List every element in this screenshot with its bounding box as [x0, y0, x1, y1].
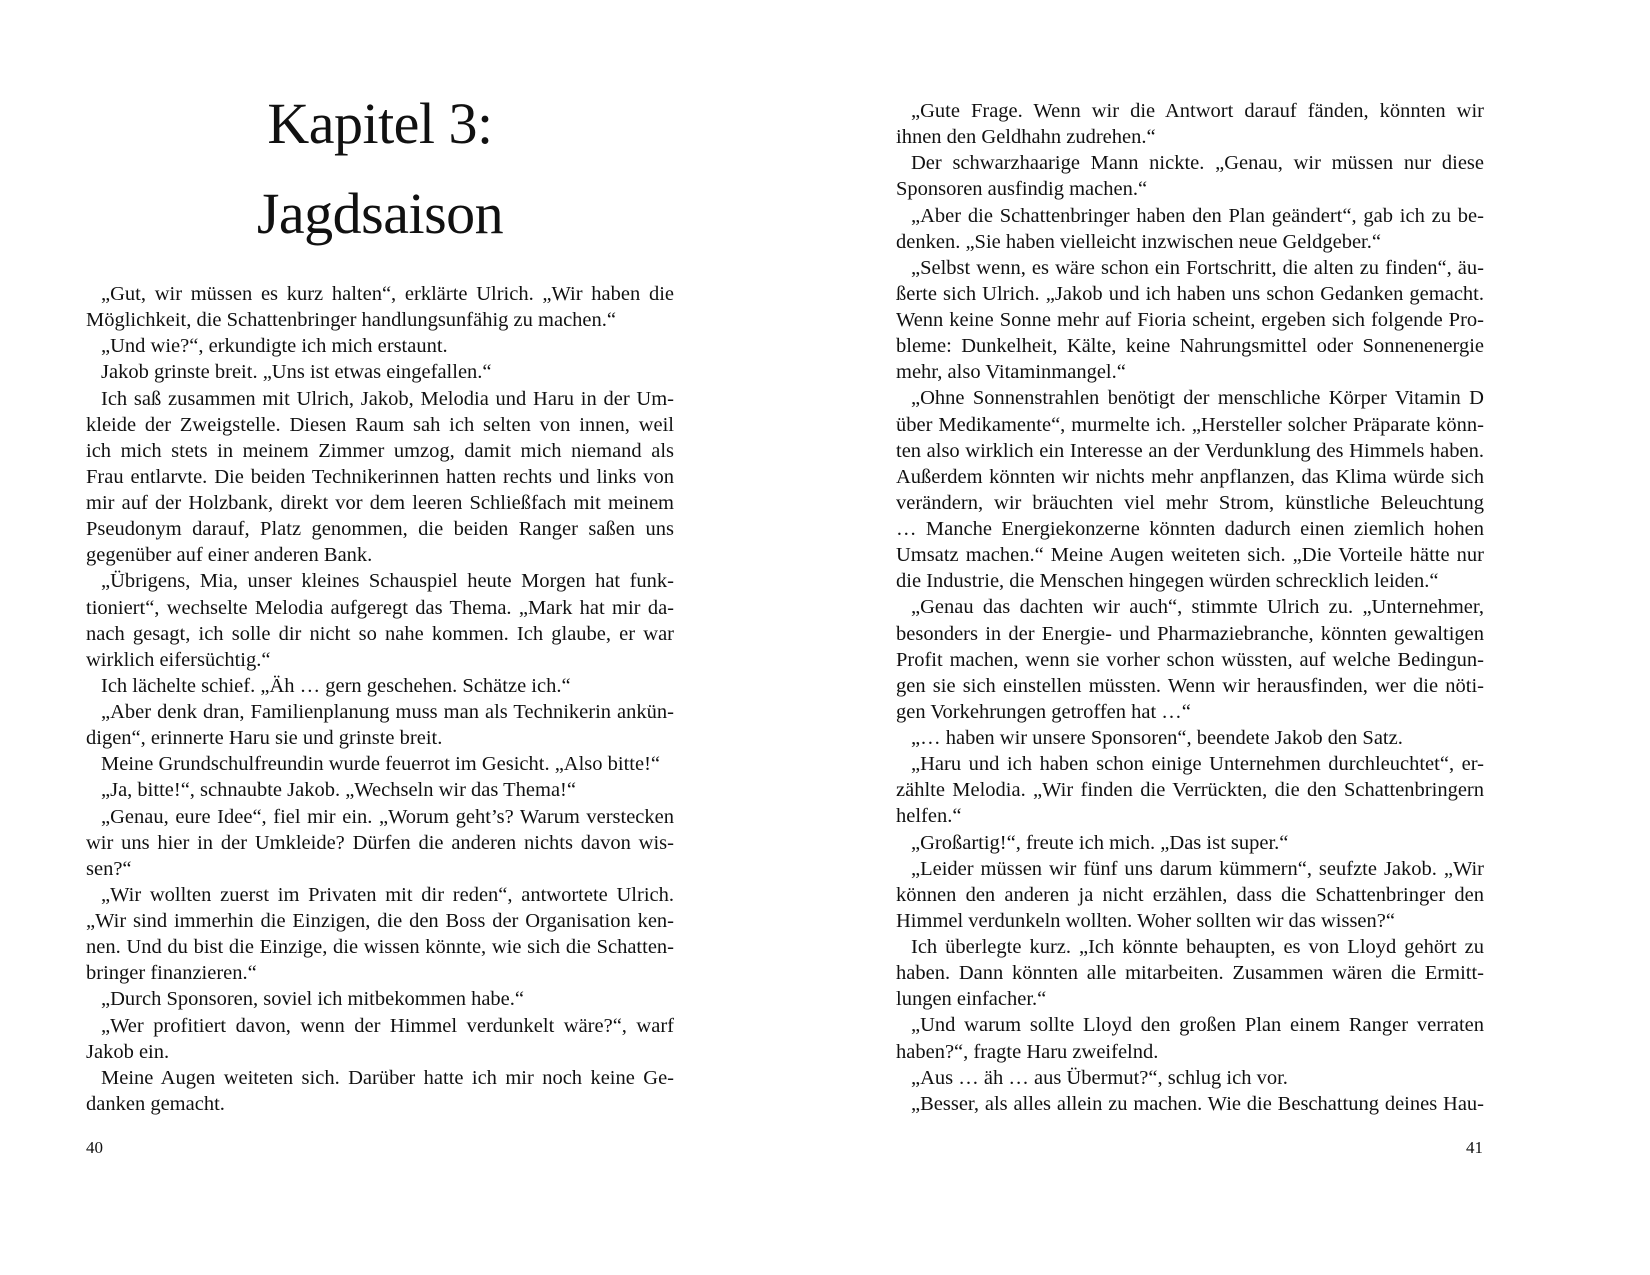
text-line: Ich saß zusammen mit Ulrich, Jakob, Melodia und Haru in der Um-: [101, 387, 674, 410]
text-line: „Übrigens, Mia, unser kleines Schauspiel heute Morgen hat funk-: [101, 570, 674, 593]
text-line: Meine Augen weiteten sich. Darüber hatte ich mir noch keine Ge-: [101, 1066, 674, 1089]
paragraph: [86, 333, 674, 359]
text-line: mir auf der Holzbank, direkt vor dem leeren Schließfach mit meinem: [86, 492, 674, 514]
paragraph: [86, 359, 674, 385]
text-line: sen?“: [86, 857, 132, 880]
text-line: „Selbst wenn, es wäre schon ein Fortschritt, die alten zu finden“, äu-: [911, 256, 1484, 279]
text-line: ten also wirklich ein Interesse an der Verdunklung des Himmels haben.: [896, 439, 1484, 462]
text-line: über Medikamente“, murmelte ich. „Hersteller solcher Präparate könn-: [896, 413, 1484, 436]
chapter-title-line-1: Kapitel 3:: [267, 91, 493, 156]
text-line: wir uns hier in der Umkleide? Dürfen die anderen nichts davon wis-: [86, 831, 674, 854]
text-line: Jakob ein.: [86, 1040, 170, 1063]
text-line: Pseudonym darauf, Platz genommen, die beiden Ranger saßen uns: [86, 518, 674, 541]
text-line: haben?“, fragte Haru zweifelnd.: [896, 1040, 1159, 1063]
paragraph: [86, 1065, 674, 1117]
text-line: können den anderen ja nicht erzählen, dass die Schattenbringer den: [896, 883, 1484, 906]
text-line: Jakob grinste breit. „Uns ist etwas eingefallen.“: [101, 361, 492, 384]
text-line: bleme: Dunkelheit, Kälte, keine Nahrungsmittel oder Sonnenenergie: [896, 335, 1484, 358]
text-line: denken. „Sie haben vielleicht inzwischen neue Geldgeber.“: [896, 230, 1381, 253]
text-line: Außerdem könnten wir nichts mehr anpflanzen, das Klima würde sich: [896, 465, 1484, 488]
page-body-text: [896, 98, 1484, 1117]
text-line: Himmel verdunkeln wollten. Woher sollten wir das wissen?“: [896, 909, 1395, 932]
text-line: „Gut, wir müssen es kurz halten“, erklärte Ulrich. „Wir haben die: [101, 283, 674, 305]
text-line: „Und wie?“, erkundigte ich mich erstaunt.: [101, 335, 448, 358]
text-line: ich mich stets in meinem Zimmer umzog, damit mich niemand als: [86, 439, 674, 462]
text-line: Ich überlegte kurz. „Ich könnte behaupten, es von Lloyd gehört zu: [911, 936, 1484, 958]
paragraph: [896, 150, 1484, 202]
text-line: „Genau, eure Idee“, fiel mir ein. „Worum geht’s? Warum verstecken: [101, 805, 674, 828]
text-line: … Manche Energiekonzerne könnten dadurch einen ziemlich hohen: [896, 518, 1484, 540]
text-line: die Industrie, die Menschen hingegen würden schrecklich leiden.“: [896, 570, 1439, 593]
page-body-text: [86, 281, 674, 1117]
text-line: „Wer profitiert davon, wenn der Himmel verdunkelt wäre?“, warf: [101, 1014, 674, 1037]
right-page: [825, 0, 1650, 1275]
text-line: „Genau das dachten wir auch“, stimmte Ulrich zu. „Unternehmer,: [911, 596, 1484, 619]
text-line: kleide der Zweigstelle. Diesen Raum sah ich selten von innen, weil: [86, 413, 674, 436]
text-line: Profit machen, wenn sie vorher schon wüssten, auf welche Bedingun-: [896, 648, 1484, 671]
text-line: wirklich eifersüchtig.“: [86, 648, 271, 671]
paragraph: [86, 751, 674, 777]
text-line: haben. Dann könnten alle mitarbeiten. Zusammen wären die Ermitt-: [896, 962, 1484, 985]
paragraph: [896, 255, 1484, 386]
paragraph: [896, 751, 1484, 829]
paragraph: [896, 830, 1484, 856]
text-line: Der schwarzhaarige Mann nickte. „Genau, wir müssen nur diese: [911, 152, 1484, 175]
text-line: „Gute Frage. Wenn wir die Antwort darauf fänden, könnten wir: [911, 100, 1484, 122]
page-number: 41: [1466, 1138, 1483, 1157]
text-line: „Wir sind immerhin die Einzigen, die den Boss der Organisation ken-: [86, 910, 674, 932]
text-line: Meine Grundschulfreundin wurde feuerrot im Gesicht. „Also bitte!“: [101, 753, 661, 776]
text-line: tioniert“, wechselte Melodia aufgeregt das Thema. „Mark hat mir da-: [86, 596, 674, 619]
paragraph: [896, 1065, 1484, 1091]
text-line: „Haru und ich haben schon einige Unternehmen durchleuchtet“, er-: [911, 753, 1484, 776]
text-line: „Leider müssen wir fünf uns darum kümmern“, seufzte Jakob. „Wir: [911, 857, 1484, 880]
paragraph: [86, 386, 674, 569]
paragraph: [86, 777, 674, 803]
text-line: „Aus … äh … aus Übermut?“, schlug ich vor.: [911, 1066, 1288, 1089]
text-line: Möglichkeit, die Schattenbringer handlungsunfähig zu machen.“: [86, 309, 616, 332]
page-number: 40: [86, 1138, 103, 1157]
text-line: Umsatz machen.“ Meine Augen weiteten sich. „Die Vorteile hätte nur: [896, 544, 1484, 567]
text-line: besonders in der Energie- und Pharmaziebranche, könnten gewaltigen: [896, 622, 1484, 645]
paragraph: [896, 1012, 1484, 1064]
text-line: Ich lächelte schief. „Äh … gern geschehen. Schätze ich.“: [101, 674, 571, 697]
text-line: gegenüber auf einer anderen Bank.: [86, 544, 373, 567]
paragraph: [86, 882, 674, 987]
text-line: nach gesagt, ich solle dir nicht so nahe kommen. Ich glaube, er war: [86, 622, 674, 645]
text-line: mehr, also Vitaminmangel.“: [896, 361, 1126, 384]
text-line: Frau entlarvte. Die beiden Technikerinnen hatten rechts und links von: [86, 465, 674, 488]
text-line: „Ohne Sonnenstrahlen benötigt der menschliche Körper Vitamin D: [911, 387, 1484, 410]
text-line: verändern, wir bräuchten viel mehr Strom, künstliche Beleuchtung: [896, 491, 1484, 514]
paragraph: [896, 934, 1484, 1012]
paragraph: [86, 986, 674, 1012]
paragraph: [86, 568, 674, 673]
paragraph: [896, 98, 1484, 150]
text-line: zählte Melodia. „Wir finden die Verrückten, die den Schattenbringern: [896, 779, 1484, 802]
text-line: Wenn keine Sonne mehr auf Fioria scheint, ergeben sich folgende Pro-: [896, 309, 1484, 331]
text-line: Sponsoren ausfindig machen.“: [896, 178, 1148, 201]
text-line: helfen.“: [896, 805, 962, 828]
text-line: „Durch Sponsoren, soviel ich mitbekommen habe.“: [101, 988, 524, 1011]
paragraph: [896, 385, 1484, 594]
paragraph: [86, 673, 674, 699]
paragraph: [896, 1091, 1484, 1117]
chapter-title-line-2: Jagdsaison: [256, 181, 504, 246]
text-line: digen“, erinnerte Haru sie und grinste breit.: [86, 727, 443, 750]
paragraph: [896, 594, 1484, 725]
text-line: „Und warum sollte Lloyd den großen Plan einem Ranger verraten: [911, 1014, 1484, 1037]
paragraph: [86, 1013, 674, 1065]
paragraph: [896, 203, 1484, 255]
text-line: lungen einfacher.“: [896, 988, 1047, 1011]
paragraph: [86, 281, 674, 333]
text-line: „Ja, bitte!“, schnaubte Jakob. „Wechseln wir das Thema!“: [101, 779, 576, 802]
text-line: nen. Und du bist die Einzige, die wissen könnte, wie sich die Schatten-: [86, 936, 674, 959]
text-line: „Besser, als alles allein zu machen. Wie die Beschattung deines Hau-: [911, 1092, 1484, 1115]
text-line: gen sie sich einstellen müssten. Wenn wir herausfinden, wer die nöti-: [896, 674, 1484, 697]
text-line: ßerte sich Ulrich. „Jakob und ich haben uns schon Gedanken gemacht.: [896, 282, 1484, 305]
paragraph: [896, 856, 1484, 934]
text-line: „Wir wollten zuerst im Privaten mit dir reden“, antwortete Ulrich.: [101, 883, 674, 906]
text-line: „Großartig!“, freute ich mich. „Das ist super.“: [911, 831, 1289, 854]
paragraph: [896, 725, 1484, 751]
text-line: ihnen den Geldhahn zudrehen.“: [896, 126, 1156, 149]
paragraph: [86, 804, 674, 882]
text-line: gen Vorkehrungen getroffen hat …“: [896, 700, 1191, 723]
text-line: bringer finanzieren.“: [86, 962, 257, 985]
text-line: danken gemacht.: [86, 1092, 225, 1115]
text-line: „… haben wir unsere Sponsoren“, beendete Jakob den Satz.: [911, 727, 1403, 749]
paragraph: [86, 699, 674, 751]
text-line: „Aber die Schattenbringer haben den Plan geändert“, gab ich zu be-: [911, 204, 1484, 227]
text-line: „Aber denk dran, Familienplanung muss man als Technikerin ankün-: [101, 701, 674, 723]
